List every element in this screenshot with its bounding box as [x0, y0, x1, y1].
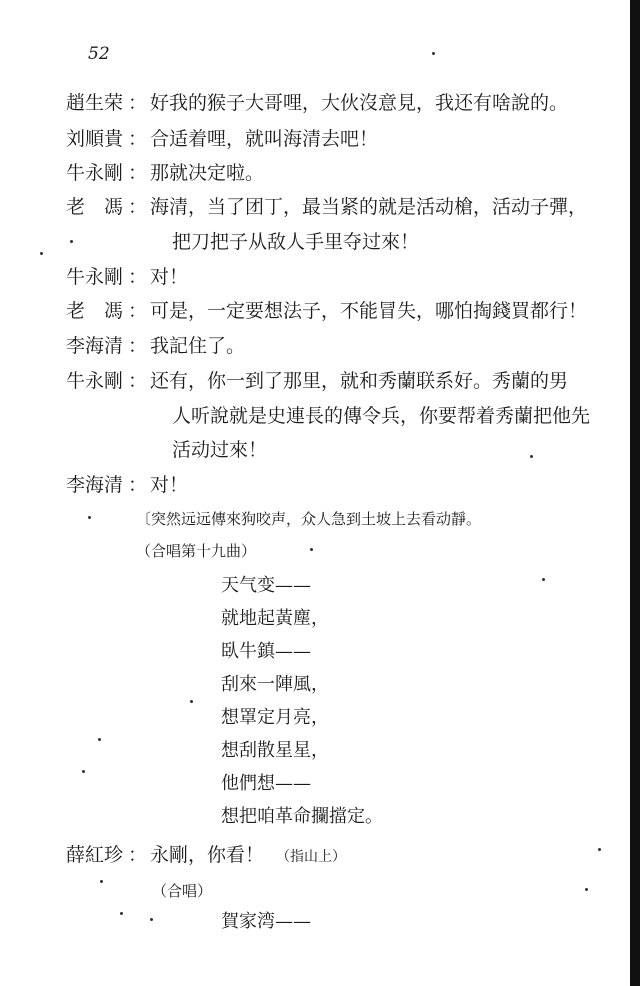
- song-line: 天气变——: [221, 575, 311, 596]
- scan-speck: [598, 848, 601, 851]
- song-line: 刮來一陣風，: [221, 674, 329, 695]
- dialogue-text: 海清，当了团丁，最当紧的就是活动槍，活动子彈，: [150, 196, 588, 218]
- speaker-name: 薛紅珍: [66, 844, 124, 866]
- page-edge-shadow: [630, 0, 640, 986]
- scan-speck: [98, 738, 101, 741]
- dialogue-continuation: 把刀把子从敌人手里夺过來！: [172, 231, 420, 253]
- dialogue-continuation: 人听說就是史連長的傳令兵，你要帮着秀蘭把他先: [172, 405, 591, 427]
- stage-note: （指山上）: [283, 849, 347, 865]
- chorus-label: （合唱）: [152, 882, 213, 900]
- speaker-name: 刘順貴: [66, 128, 124, 150]
- scan-speck: [432, 52, 435, 55]
- song-line: 他們想——: [221, 773, 311, 794]
- song-header: （合唱第十九曲）: [136, 542, 257, 560]
- book-page: 52 趙生荣 ： 好我的猴子大哥哩，大伙沒意見，我还有啥說的。 刘順貴 ： 合适着哩，就叫海清去吧！ 牛永剛 ： 那就决定啦。 老 馮 ： 海清，当了团丁，最当紧的就是活动槍，活动子彈， 把刀把子从敌人手里夺过來！ 牛永剛 ： 对！ 老 馮 ： 可是，一定要想法子，不能冒失，哪怕掏錢買都行！ 李海清 ： 我記住了。 牛永剛 ： 还有，你一到了那里，就和秀蘭联系好。秀蘭的男 人听說就是史連長的傳令兵，你要帮着秀蘭把他先 活动过來！ 李海清 ： 对！ 〔突然远远傳來狗咬声，众人急到土坡上去看动靜。 （合唱第十九曲） 天气变—— 就地起黃塵， 臥牛鎮—— 刮來一陣風， 想罩定月亮， 想刮散星星， 他們想—— 想把咱革命攔擋定。 薛紅珍 ： 永剛，你看！ （指山上） （合唱） 賀家湾——: [0, 0, 640, 986]
- speaker-name: 牛永剛: [66, 266, 124, 288]
- scan-speck: [310, 548, 313, 551]
- speaker-name: 老 馮: [66, 300, 124, 322]
- song-line: 想罩定月亮，: [221, 707, 329, 728]
- scan-speck: [82, 770, 85, 773]
- speaker-name: 牛永剛: [66, 370, 124, 392]
- scan-speck: [70, 240, 73, 243]
- dialogue-text: 那就决定啦。: [150, 162, 265, 184]
- scan-speck: [190, 700, 193, 703]
- scan-speck: [100, 880, 103, 883]
- scan-speck: [530, 455, 533, 458]
- speaker-name: 趙生荣: [66, 92, 124, 114]
- song-line: 臥牛鎮——: [221, 641, 311, 662]
- song-line: 賀家湾——: [221, 911, 311, 932]
- stage-direction: 〔突然远远傳來狗咬声，众人急到土坡上去看动靜。: [136, 510, 482, 528]
- speaker-name: 牛永剛: [66, 162, 124, 184]
- speaker-name: 老 馮: [66, 196, 124, 218]
- scan-speck: [88, 516, 91, 519]
- song-line: 想刮散星星，: [221, 740, 329, 761]
- scan-speck: [150, 918, 153, 921]
- dialogue-text: 合适着哩，就叫海清去吧！: [150, 128, 379, 150]
- dialogue-text: 对！: [150, 266, 189, 288]
- scan-speck: [585, 888, 588, 891]
- page-number: 52: [88, 44, 110, 64]
- dialogue-text: 对！: [150, 474, 189, 496]
- dialogue-text: 永剛，你看！ （指山上）: [150, 844, 347, 866]
- dialogue-text: 我記住了。: [150, 335, 246, 357]
- dialogue-text: 还有，你一到了那里，就和秀蘭联系好。秀蘭的男: [150, 370, 569, 392]
- dialogue-text: 可是，一定要想法子，不能冒失，哪怕掏錢買都行！: [150, 300, 588, 322]
- dialogue-continuation: 活动过來！: [172, 439, 268, 461]
- scan-speck: [120, 912, 123, 915]
- scan-speck: [40, 252, 43, 255]
- speaker-name: 李海清: [66, 335, 124, 357]
- scan-speck: [542, 578, 545, 581]
- song-line: 就地起黃塵，: [221, 608, 329, 629]
- dialogue-text: 好我的猴子大哥哩，大伙沒意見，我还有啥說的。: [150, 92, 569, 114]
- song-line: 想把咱革命攔擋定。: [221, 806, 383, 827]
- speaker-name: 李海清: [66, 474, 124, 496]
